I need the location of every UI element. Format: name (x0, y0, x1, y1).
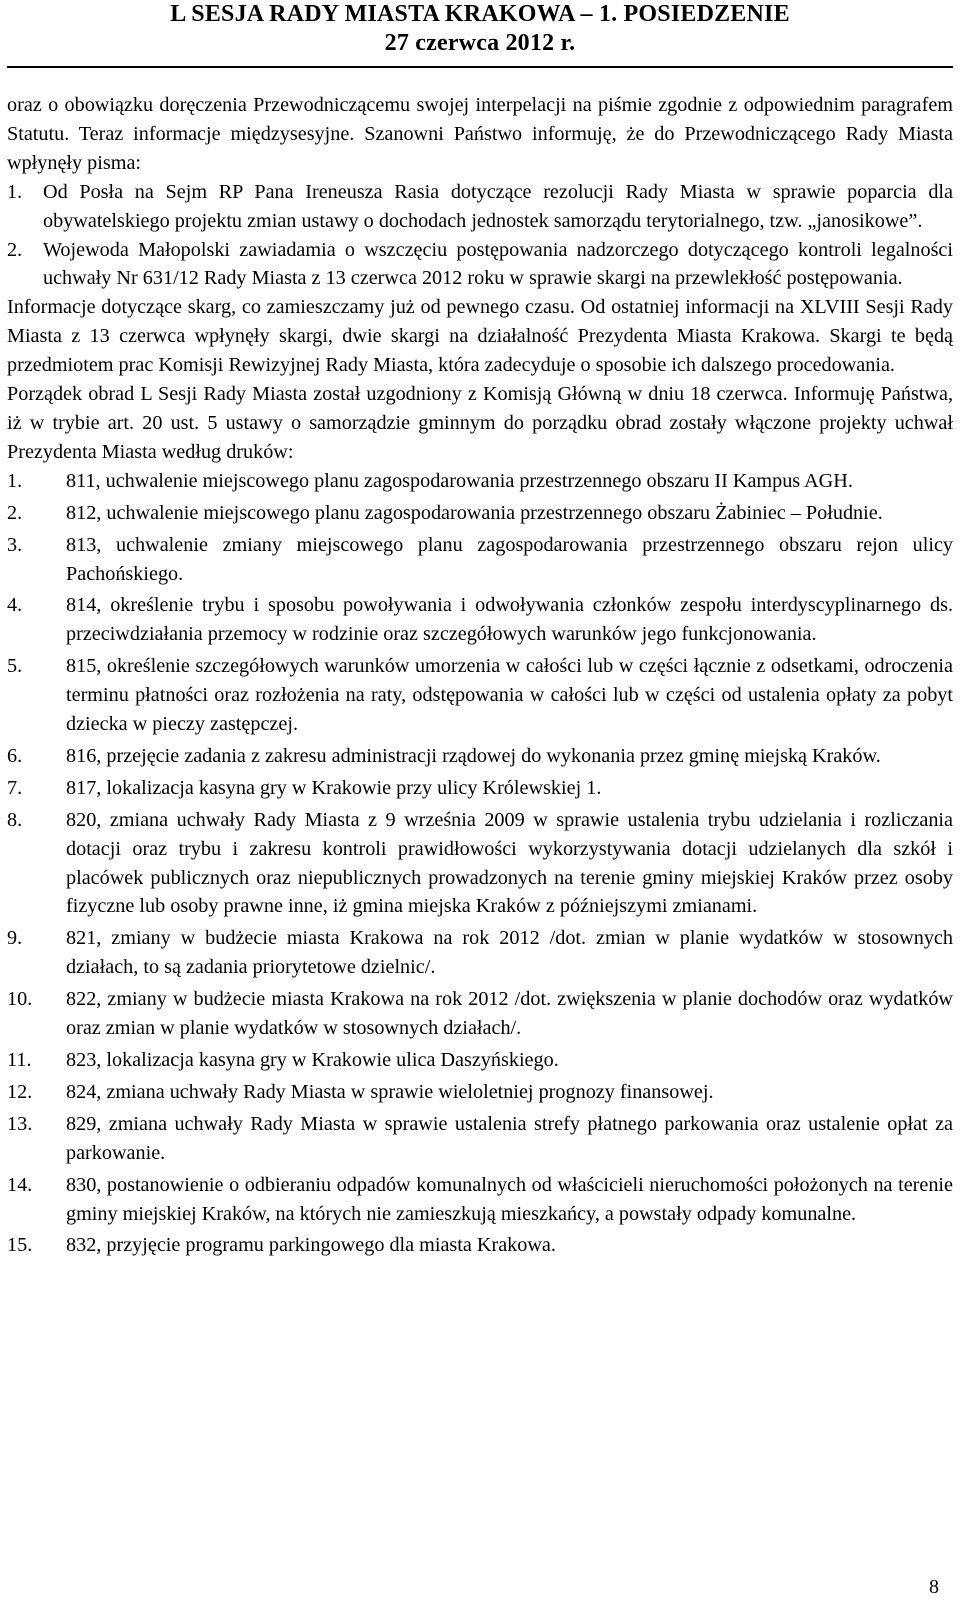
list-item (7, 499, 953, 528)
list-item-number: 2. (7, 238, 23, 261)
list-item-number: 12. (7, 1080, 33, 1103)
prints-list (7, 467, 953, 1261)
list-item-text: 823, lokalizacja kasyna gry w Krakowie ulica Daszyńskiego. (66, 1049, 559, 1071)
list-item (7, 178, 953, 236)
intro-paragraph: oraz o obowiązku doręczenia Przewodniczącemu swojej interpelacji na piśmie zgodnie z odpowiednim paragrafem Statutu. Teraz informacje międzysesyjne. Szanowni Państwo informuję, że do Przewodniczącego Rady Miasta wpłynęły pisma: (7, 94, 953, 174)
list-item-text: 816, przejęcie zadania z zakresu administracji rządowej do wykonania przez gminę miejską Kraków. (66, 744, 881, 767)
list-item-text: 824, zmiana uchwały Rady Miasta w sprawie wieloletniej prognozy finansowej. (66, 1080, 714, 1103)
list-item (7, 1171, 953, 1229)
list-item-text: 820, zmiana uchwały Rady Miasta z 9 września 2009 w sprawie ustalenia trybu udzielania i rozliczania dotacji oraz trybu i zakresu kontroli prawidłowości wykorzystywania dotacji udzielanych dla szkół i placówek publicznych oraz niepublicznych prowadzonych na terenie gminy miejskiej Kraków przez osoby fizyczne lub osoby prawne inne, iż gmina miejska Kraków z późniejszymi zmianami. (66, 808, 953, 918)
page-header (7, 0, 953, 58)
session-date: 27 czerwca 2012 r. (384, 30, 576, 56)
list-item (7, 806, 953, 922)
list-item-text: 811, uchwalenie miejscowego planu zagospodarowania przestrzennego obszaru II Kampus AGH. (66, 469, 853, 492)
list-item-number: 5. (7, 655, 23, 678)
page-number: 8 (929, 1576, 939, 1598)
list-item-text: 814, określenie trybu i sposobu powoływania i odwoływania członków zespołu interdyscyplinarnego ds. przeciwdziałania przemocy w rodzinie oraz szczegółowych warunków jego funkcjonowania. (66, 594, 953, 646)
list-item (7, 985, 953, 1043)
list-item-number: 9. (7, 927, 23, 950)
list-item-text: 829, zmiana uchwały Rady Miasta w sprawie ustalenia strefy płatnego parkowania oraz ustalenie opłat za parkowanie. (66, 1112, 953, 1164)
list-item (7, 591, 953, 649)
list-item (7, 531, 953, 589)
letters-list (7, 178, 953, 294)
document-page (7, 0, 953, 1598)
list-item-number: 2. (7, 501, 23, 524)
list-item-number: 10. (7, 988, 33, 1011)
list-item-text: 830, postanowienie o odbieraniu odpadów komunalnych od właścicieli nieruchomości położonych na terenie gminy miejskiej Kraków, na których nie zamieszkują mieszkańcy, a powstały odpady komunalne. (66, 1173, 953, 1225)
list-item-text: 812, uchwalenie miejscowego planu zagospodarowania przestrzennego obszaru Żabiniec – Południe. (66, 501, 883, 524)
list-item-text: 832, przyjęcie programu parkingowego dla miasta Krakowa. (66, 1234, 556, 1257)
list-item (7, 742, 953, 771)
list-item-text: 813, uchwalenie zmiany miejscowego planu zagospodarowania przestrzennego obszaru rejon ulicy Pachońskiego. (66, 533, 953, 585)
list-item (7, 1110, 953, 1168)
list-item (7, 924, 953, 982)
list-item-number: 13. (7, 1112, 33, 1135)
list-item-number: 11. (7, 1049, 32, 1071)
list-item-text: 822, zmiany w budżecie miasta Krakowa na rok 2012 /dot. zwiększenia w planie dochodów oraz wydatków oraz zmian w planie wydatków w stosownych działach/. (66, 988, 953, 1040)
list-item (7, 774, 953, 803)
document-body (7, 91, 953, 1260)
complaints-paragraph: Informacje dotyczące skarg, co zamieszczamy już od pewnego czasu. Od ostatniej informacji na XLVIII Sesji Rady Miasta z 13 czerwca wpłynęły skargi, dwie skargi na działalność Prezydenta Miasta Krakowa. Skargi te będą przedmiotem prac Komisji Rewizyjnej Rady Miasta, która zadecyduje o sposobie ich dalszego procedowania. (7, 296, 953, 377)
list-item-text: Od Posła na Sejm RP Pana Ireneusza Rasia dotyczące rezolucji Rady Miasta w sprawie poparcia dla obywatelskiego projektu zmian ustawy o dochodach jednostek samorządu terytorialnego, tzw. „janosikowe”. (43, 180, 953, 232)
list-item-text: Wojewoda Małopolski zawiadamia o wszczęciu postępowania nadzorczego dotyczącego kontroli legalności uchwały Nr 631/12 Rady Miasta z 13 czerwca 2012 roku w sprawie skargi na przewlekłość postępowania. (43, 238, 953, 290)
list-item-number: 6. (7, 744, 23, 767)
list-item (7, 467, 953, 496)
list-item-number: 1. (7, 180, 23, 203)
header-divider (7, 66, 953, 68)
agenda-paragraph: Porządek obrad L Sesji Rady Miasta został uzgodniony z Komisją Główną w dniu 18 czerwca. Informuję Państwa, iż w trybie art. 20 ust. 5 ustawy o samorządzie gminnym do porządku obrad zostały włączone projekty uchwał Prezydenta Miasta według druków: (7, 383, 953, 463)
list-item-number: 3. (7, 533, 23, 556)
list-item-text: 821, zmiany w budżecie miasta Krakowa na rok 2012 /dot. zmian w planie wydatków w stosownych działach, to są zadania priorytetowe dzielnic/. (66, 927, 953, 979)
list-item (7, 1046, 953, 1075)
list-item (7, 1231, 953, 1260)
list-item (7, 236, 953, 294)
list-item (7, 652, 953, 739)
list-item-text: 815, określenie szczegółowych warunków umorzenia w całości lub w części łącznie z odsetkami, odroczenia terminu płatności oraz rozłożenia na raty, odstępowania w całości lub w części od ustalenia opłaty za pobyt dziecka w pieczy zastępczej. (66, 655, 953, 736)
list-item-number: 8. (7, 808, 23, 831)
list-item-number: 15. (7, 1234, 33, 1257)
session-title: L SESJA RADY MIASTA KRAKOWA – 1. POSIEDZENIE (170, 1, 790, 27)
list-item-text: 817, lokalizacja kasyna gry w Krakowie przy ulicy Królewskiej 1. (66, 776, 602, 799)
list-item-number: 7. (7, 776, 23, 799)
list-item-number: 14. (7, 1173, 33, 1196)
list-item-number: 1. (7, 469, 23, 492)
list-item (7, 1078, 953, 1107)
list-item-number: 4. (7, 594, 23, 617)
